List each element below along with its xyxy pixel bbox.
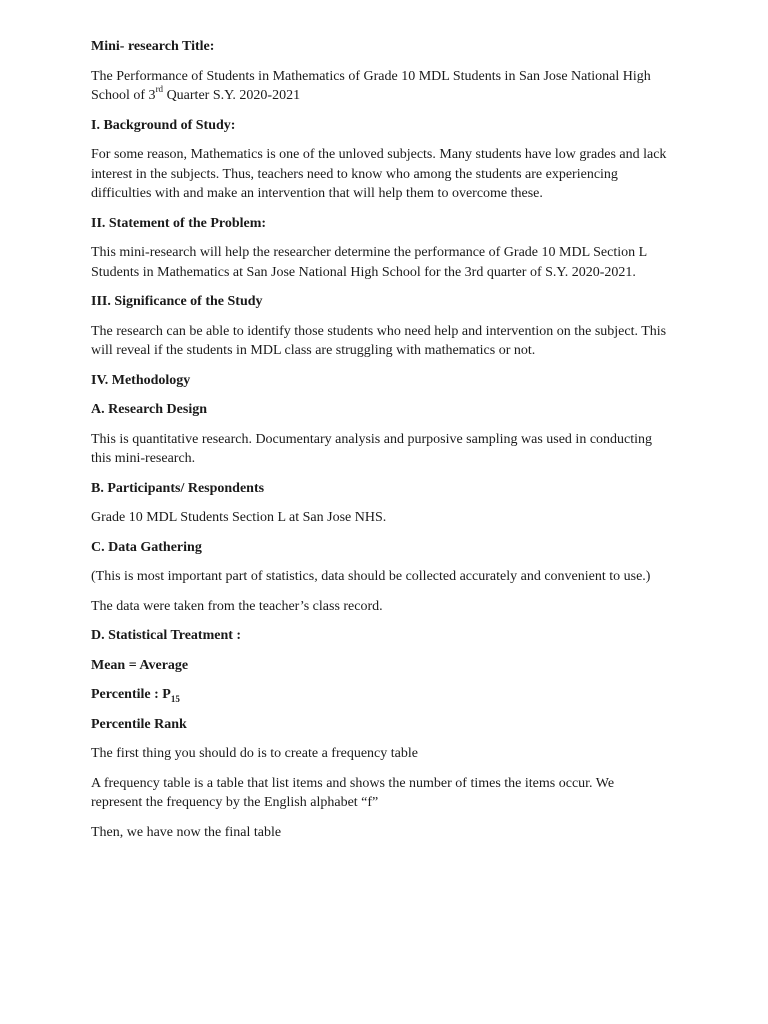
ordinal-suffix: rd: [155, 84, 164, 95]
design-text: This is quantitative research. Documentary analysis and purposive sampling was used in conducting this mini-research.: [91, 431, 653, 466]
participants-text: Grade 10 MDL Students Section L at San Jose NHS.: [91, 510, 387, 525]
gathering-text: The data were taken from the teacher’s class record.: [91, 598, 383, 614]
methodology-heading: IV. Methodology: [91, 372, 191, 388]
mean-label: Mean = Average: [91, 657, 189, 673]
final-table-text: Then, we have now the final table: [91, 824, 282, 840]
percentile-text: Percentile : P: [91, 687, 171, 702]
frequency-definition: A frequency table is a table that list items and shows the number of times the items occur. We represent the frequency by the English alphabet “f”: [91, 775, 615, 810]
percentile-rank-label: Percentile Rank: [91, 716, 187, 732]
percentile-label: [91, 685, 668, 705]
background-text: For some reason, Mathematics is one of the unloved subjects. Many students have low grades and lack interest in the subjects. Thus, teachers need to know who among the students are experiencing difficulties with and make an intervention that will help them to overcome these.: [91, 147, 667, 201]
problem-heading: II. Statement of the Problem:: [91, 215, 267, 231]
gathering-heading: C. Data Gathering: [91, 539, 202, 555]
research-title-end: Quarter S.Y. 2020-2021: [163, 88, 301, 103]
design-heading: A. Research Design: [91, 402, 208, 417]
participants-heading: B. Participants/ Respondents: [91, 480, 265, 496]
research-title-main: The Performance of Students in Mathematics of Grade 10 MDL Students in San Jose National High School of 3: [91, 68, 651, 103]
percentile-subscript: 15: [170, 693, 180, 704]
background-heading: I. Background of Study:: [91, 117, 236, 133]
significance-heading: III. Significance of the Study: [91, 294, 263, 309]
treatment-heading: D. Statistical Treatment :: [91, 628, 242, 643]
frequency-intro: The first thing you should do is to create a frequency table: [91, 746, 418, 761]
problem-text: This mini-research will help the researcher determine the performance of Grade 10 MDL Section L Students in Mathematics at San Jose National High School for the 3rd quarter of S.Y. 2020-2021.: [91, 245, 647, 280]
title-label: Mini- research Title:: [91, 39, 215, 54]
research-title: [91, 67, 668, 106]
gathering-note: (This is most important part of statistics, data should be collected accurately and convenient to use.): [91, 569, 651, 584]
significance-text: The research can be able to identify those students who need help and intervention on the subject. This will reveal if the students in MDL class are struggling with mathematics or not.: [91, 323, 667, 358]
